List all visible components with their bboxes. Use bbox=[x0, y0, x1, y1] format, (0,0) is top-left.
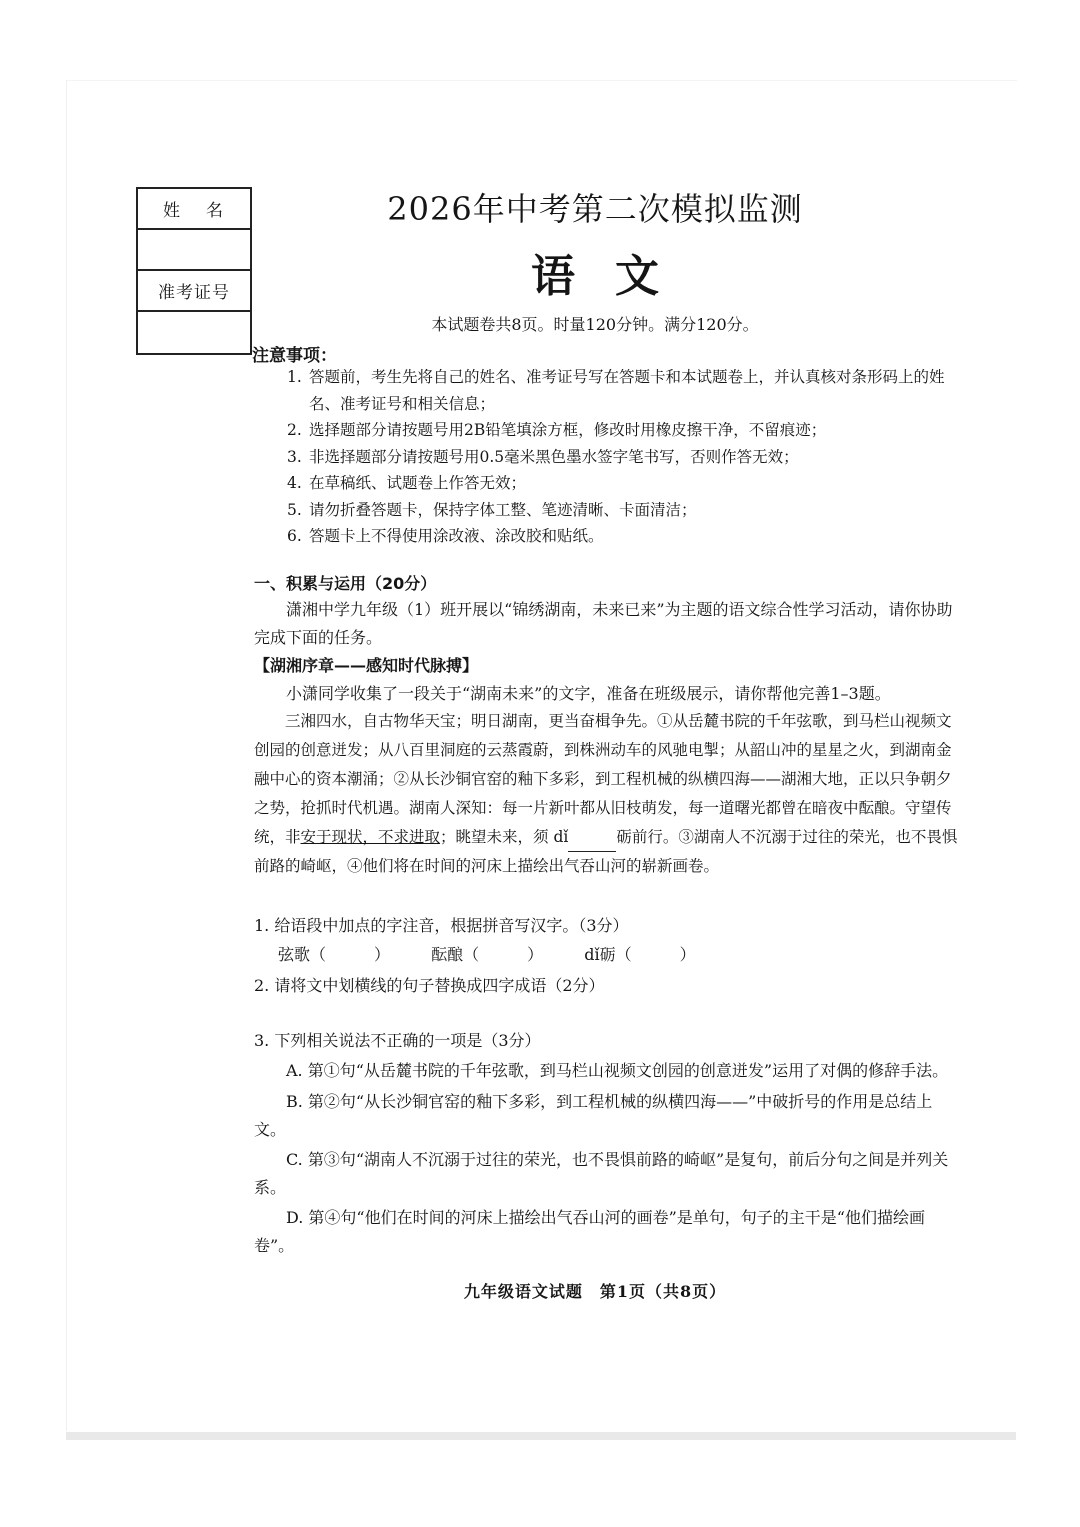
notice-item bbox=[287, 470, 957, 497]
notice-num: 1. bbox=[287, 368, 302, 386]
question-1-blanks bbox=[278, 941, 958, 969]
answer-blank[interactable]: 弦歌（ ） bbox=[278, 945, 391, 964]
answer-blank[interactable]: dǐ砺（ ） bbox=[584, 945, 696, 964]
name-label: 姓名 bbox=[163, 201, 249, 221]
passage-part-b: ；眺望未来，须 dǐ bbox=[440, 828, 569, 846]
notice-item bbox=[287, 444, 957, 471]
notice-num: 5. bbox=[287, 500, 302, 519]
id-label-cell bbox=[138, 271, 250, 312]
notice-text: 请勿折叠答题卡，保持字体工整、笔迹清晰、卡面清洁； bbox=[309, 500, 697, 519]
option-c: C. 第③句“湖南人不沉溺于过往的荣光，也不畏惧前路的崎岖”是复句，前后分句之间是并列关系。 bbox=[254, 1150, 949, 1197]
notice-item bbox=[287, 523, 957, 550]
notice-list bbox=[287, 364, 957, 550]
option-b: B. 第②句“从长沙铜官窑的釉下多彩，到工程机械的纵横四海——”中破折号的作用是总结上文。 bbox=[254, 1092, 933, 1139]
pinyin-blank[interactable] bbox=[568, 833, 616, 852]
question-3: 3. 下列相关说法不正确的一项是（3分） bbox=[254, 1031, 541, 1050]
reading-passage bbox=[254, 707, 959, 881]
name-label-cell bbox=[138, 189, 250, 230]
answer-blank[interactable]: 酝酿（ ） bbox=[431, 945, 544, 964]
notice-item bbox=[287, 417, 957, 444]
notice-num: 4. bbox=[287, 474, 302, 492]
notice-text: 答题前，考生先将自己的姓名、准考证号写在答题卡和本试题卷上，并认真核对条形码上的姓名、准考证号和相关信息； bbox=[309, 368, 945, 413]
notice-text: 非选择题部分请按题号用0.5毫米黑色墨水签字笔书写，否则作答无效； bbox=[309, 447, 799, 466]
page-bottom-shadow bbox=[66, 1432, 1016, 1440]
underlined-phrase: 安于现状，不求进取 bbox=[300, 828, 441, 846]
notice-num: 6. bbox=[287, 527, 302, 545]
id-label: 准考证号 bbox=[158, 283, 230, 303]
option-d: D. 第④句“他们在时间的河床上描绘出气吞山河的画卷”是单句，句子的主干是“他们描绘画卷”。 bbox=[254, 1208, 925, 1255]
page-footer: 九年级语文试题 第1页（共8页） bbox=[463, 1282, 727, 1301]
exam-info: 本试题卷共8页。时量120分钟。满分120分。 bbox=[431, 315, 759, 334]
task-text: 小潇同学收集了一段关于“湖南未来”的文字，准备在班级展示，请你帮他完善1–3题。 bbox=[286, 684, 891, 703]
notice-text: 在草稿纸、试题卷上作答无效； bbox=[309, 474, 527, 492]
notice-num: 2. bbox=[287, 421, 302, 439]
question-2: 2. 请将文中划横线的句子替换成四字成语（2分） bbox=[254, 976, 605, 995]
notice-num: 3. bbox=[287, 447, 302, 466]
question-1: 1. 给语段中加点的字注音，根据拼音写汉字。（3分） bbox=[254, 916, 629, 935]
passage-part-c: 砺前行。③湖南人不沉溺于过往的荣光，也不畏惧前路的崎岖，④他们将在时间的河床上描绘出气吞山河的崭新画卷。 bbox=[254, 828, 958, 875]
name-input-cell[interactable] bbox=[138, 230, 250, 271]
notice-title: 注意事项： bbox=[252, 346, 337, 366]
notice-text: 选择题部分请按题号用2B铅笔填涂方框，修改时用橡皮擦干净，不留痕迹； bbox=[309, 421, 827, 439]
option-a: A. 第①句“从岳麓书院的千年弦歌，到马栏山视频文创园的创意迸发”运用了对偶的修辞手法。 bbox=[286, 1061, 949, 1080]
passage-part-a: 三湘四水，自古物华天宝；明日湖南，更当奋楫争先。①从岳麓书院的千年弦歌，到马栏山视频文创园的创意迸发；从八百里洞庭的云蒸霞蔚，到株洲动车的风驰电掣；从韶山冲的星星之火，到湖南金融中心的资本潮涌；②从长沙铜官窑的釉下多彩，到工程机械的纵横四海——湖湘大地，正以只争朝夕之势，抢抓时代机遇。湖南人深知：每一片新叶都从旧枝萌发，每一道曙光都曾在暗夜中酝酿。守望传统，非 bbox=[254, 712, 952, 846]
candidate-info-box bbox=[136, 187, 252, 355]
notice-item bbox=[287, 364, 957, 417]
notice-text: 答题卡上不得使用涂改液、涂改胶和贴纸。 bbox=[309, 527, 604, 545]
notice-item bbox=[287, 497, 957, 524]
section-intro: 潇湘中学九年级（1）班开展以“锦绣湖南，未来已来”为主题的语文综合性学习活动，请你协助完成下面的任务。 bbox=[254, 600, 953, 647]
subject-title: 语文 bbox=[531, 251, 699, 302]
id-input-cell[interactable] bbox=[138, 312, 250, 353]
chapter-heading: 【湖湘序章——感知时代脉搏】 bbox=[254, 656, 479, 675]
exam-title: 2026年中考第二次模拟监测 bbox=[387, 190, 803, 228]
section-heading: 一、积累与运用（20分） bbox=[254, 574, 437, 593]
